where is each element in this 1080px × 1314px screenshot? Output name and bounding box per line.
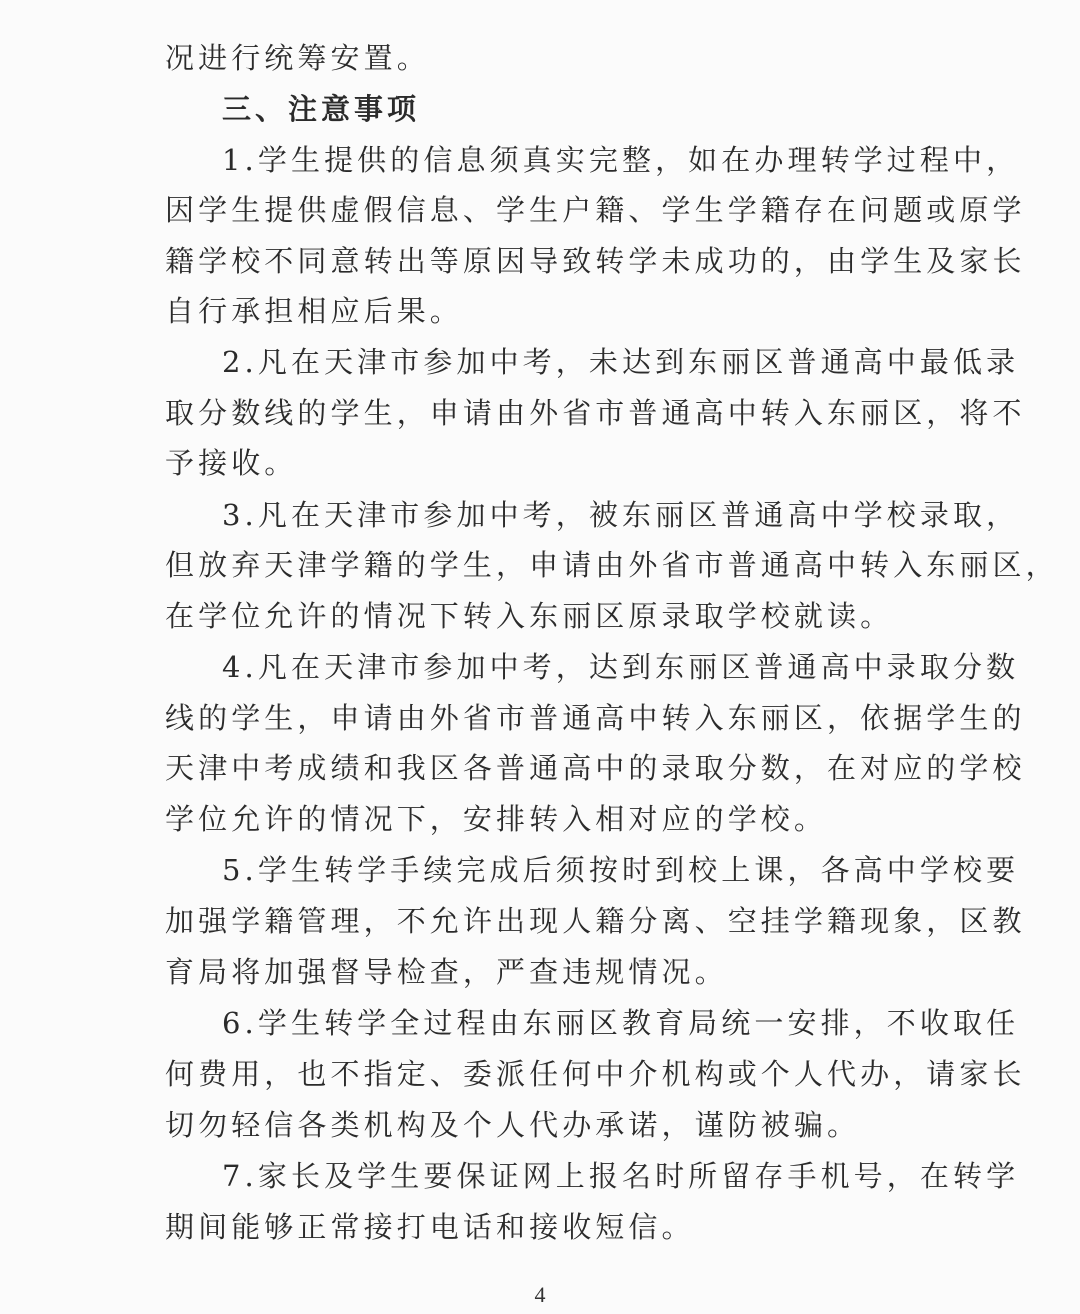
item-6-line-1: 6.学生转学全过程由东丽区教育局统一安排，不收取任 xyxy=(222,1006,1020,1040)
item-3-line-3: 在学位允许的情况下转入东丽区原录取学校就读。 xyxy=(165,599,894,633)
item-2-line-1: 2.凡在天津市参加中考，未达到东丽区普通高中最低录 xyxy=(222,345,1020,379)
continuation-line: 况进行统筹安置。 xyxy=(165,41,430,75)
item-1-line-1: 1.学生提供的信息须真实完整，如在办理转学过程中， xyxy=(222,143,1020,177)
item-1-line-2: 因学生提供虚假信息、学生户籍、学生学籍存在问题或原学 xyxy=(165,193,1026,227)
item-7-line-1: 7.家长及学生要保证网上报名时所留存手机号，在转学 xyxy=(222,1159,1020,1193)
item-5-line-1: 5.学生转学手续完成后须按时到校上课，各高中学校要 xyxy=(222,853,1020,887)
section-heading: 三、注意事项 xyxy=(222,92,421,126)
item-5-line-2: 加强学籍管理，不允许出现人籍分离、空挂学籍现象，区教 xyxy=(165,904,1026,938)
item-3-line-1: 3.凡在天津市参加中考，被东丽区普通高中学校录取， xyxy=(222,498,1020,532)
item-3-line-2: 但放弃天津学籍的学生，申请由外省市普通高中转入东丽区， xyxy=(165,548,1059,582)
item-2-line-2: 取分数线的学生，申请由外省市普通高中转入东丽区，将不 xyxy=(165,396,1026,430)
item-6-line-2: 何费用，也不指定、委派任何中介机构或个人代办，请家长 xyxy=(165,1057,1026,1091)
item-4-line-2: 线的学生，申请由外省市普通高中转入东丽区，依据学生的 xyxy=(165,701,1026,735)
item-1-line-3: 籍学校不同意转出等原因导致转学未成功的，由学生及家长 xyxy=(165,244,1026,278)
item-4-line-4: 学位允许的情况下，安排转入相对应的学校。 xyxy=(165,802,828,836)
item-6-line-3: 切勿轻信各类机构及个人代办承诺，谨防被骗。 xyxy=(165,1108,861,1142)
item-4-line-3: 天津中考成绩和我区各普通高中的录取分数，在对应的学校 xyxy=(165,751,1026,785)
item-7-line-2: 期间能够正常接打电话和接收短信。 xyxy=(165,1210,695,1244)
item-4-line-1: 4.凡在天津市参加中考，达到东丽区普通高中录取分数 xyxy=(222,650,1020,684)
item-2-line-3: 予接收。 xyxy=(165,446,298,480)
item-1-line-4: 自行承担相应后果。 xyxy=(165,294,463,328)
page-number: 4 xyxy=(534,1282,546,1307)
item-5-line-3: 育局将加强督导检查，严查违规情况。 xyxy=(165,955,728,989)
